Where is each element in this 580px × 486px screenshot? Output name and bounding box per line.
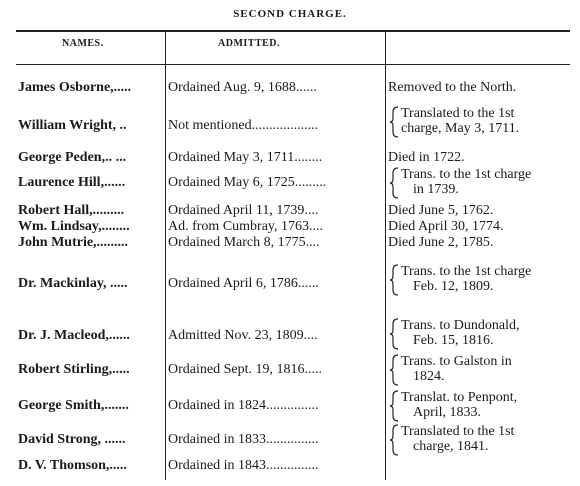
minister-name: William Wright, .. bbox=[18, 118, 127, 133]
remark-line-2: Feb. 15, 1816. bbox=[413, 333, 494, 348]
remark-line-2: Feb. 12, 1809. bbox=[413, 279, 494, 294]
minister-name: George Peden,.. ... bbox=[18, 150, 127, 165]
remark: Removed to the North. bbox=[388, 80, 517, 95]
admitted-entry: Admitted Nov. 23, 1809.... bbox=[168, 328, 318, 343]
minister-name: James Osborne,..... bbox=[18, 80, 132, 95]
minister-name: George Smith,....... bbox=[18, 398, 129, 413]
remark-line-1: Translat. to Penpont, bbox=[401, 390, 518, 405]
minister-name: Robert Hall,......... bbox=[18, 203, 125, 218]
remark-line-1: Trans. to Dundonald, bbox=[401, 318, 520, 333]
page-heading: SECOND CHARGE. bbox=[233, 8, 347, 20]
column-header-admitted: ADMITTED. bbox=[218, 38, 281, 49]
admitted-entry: Ordained Aug. 9, 1688...... bbox=[168, 80, 317, 95]
brace-mark bbox=[389, 106, 399, 138]
remark-line-1: Trans. to the 1st charge bbox=[401, 167, 532, 182]
remark-line-1: Translated to the 1st bbox=[401, 424, 515, 439]
remark-group bbox=[389, 318, 520, 350]
minister-name: John Mutrie,......... bbox=[18, 235, 129, 250]
remark-group bbox=[389, 167, 531, 199]
minister-name: D. V. Thomson,..... bbox=[18, 458, 127, 473]
brace-mark bbox=[389, 390, 399, 422]
remark-line-2: charge, May 3, 1711. bbox=[401, 121, 520, 136]
remark: Died June 5, 1762. bbox=[388, 203, 494, 218]
remark-line-2: April, 1833. bbox=[413, 405, 482, 420]
minister-name: David Strong, ...... bbox=[18, 432, 126, 447]
remark: Died April 30, 1774. bbox=[388, 219, 504, 234]
brace-mark bbox=[389, 424, 399, 456]
admitted-entry: Ordained in 1843............... bbox=[168, 458, 319, 473]
column-header-names: NAMES. bbox=[62, 38, 104, 49]
admitted-entry: Ordained Sept. 19, 1816..... bbox=[168, 362, 322, 377]
brace-mark bbox=[389, 167, 399, 199]
admitted-entry: Ordained May 3, 1711........ bbox=[168, 150, 323, 165]
column-divider-2 bbox=[385, 30, 386, 480]
minister-name: Dr. J. Macleod,...... bbox=[18, 328, 130, 343]
remark-line-2: charge, 1841. bbox=[413, 439, 489, 454]
remark-group bbox=[389, 106, 519, 138]
top-rule bbox=[16, 30, 570, 32]
remark-line-1: Trans. to the 1st charge bbox=[401, 264, 532, 279]
remark-group bbox=[389, 424, 514, 456]
column-divider-1 bbox=[165, 30, 166, 480]
admitted-entry: Ordained May 6, 1725......... bbox=[168, 175, 327, 190]
remark-line-1: Trans. to Galston in bbox=[401, 354, 512, 369]
minister-name: Laurence Hill,...... bbox=[18, 175, 126, 190]
remark-group bbox=[389, 390, 517, 422]
remark-line-1: Translated to the 1st bbox=[401, 106, 515, 121]
brace-mark bbox=[389, 354, 399, 386]
remark-group bbox=[389, 264, 531, 296]
minister-name: Robert Stirling,..... bbox=[18, 362, 130, 377]
minister-name: Dr. Mackinlay, ..... bbox=[18, 276, 128, 291]
minister-name: Wm. Lindsay,........ bbox=[18, 219, 130, 234]
admitted-entry: Ad. from Cumbray, 1763.... bbox=[168, 219, 324, 234]
remark: Died June 2, 1785. bbox=[388, 235, 494, 250]
admitted-entry: Ordained in 1833............... bbox=[168, 432, 319, 447]
brace-mark bbox=[389, 318, 399, 350]
remark: Died in 1722. bbox=[388, 150, 465, 165]
admitted-entry: Not mentioned................... bbox=[168, 118, 319, 133]
admitted-entry: Ordained April 6, 1786...... bbox=[168, 276, 319, 291]
remark-line-2: 1824. bbox=[413, 369, 445, 384]
brace-mark bbox=[389, 264, 399, 296]
admitted-entry: Ordained March 8, 1775.... bbox=[168, 235, 320, 250]
admitted-entry: Ordained April 11, 1739.... bbox=[168, 203, 319, 218]
remark-group bbox=[389, 354, 512, 386]
remark-line-2: in 1739. bbox=[413, 182, 459, 197]
admitted-entry: Ordained in 1824............... bbox=[168, 398, 319, 413]
header-rule bbox=[16, 64, 570, 65]
